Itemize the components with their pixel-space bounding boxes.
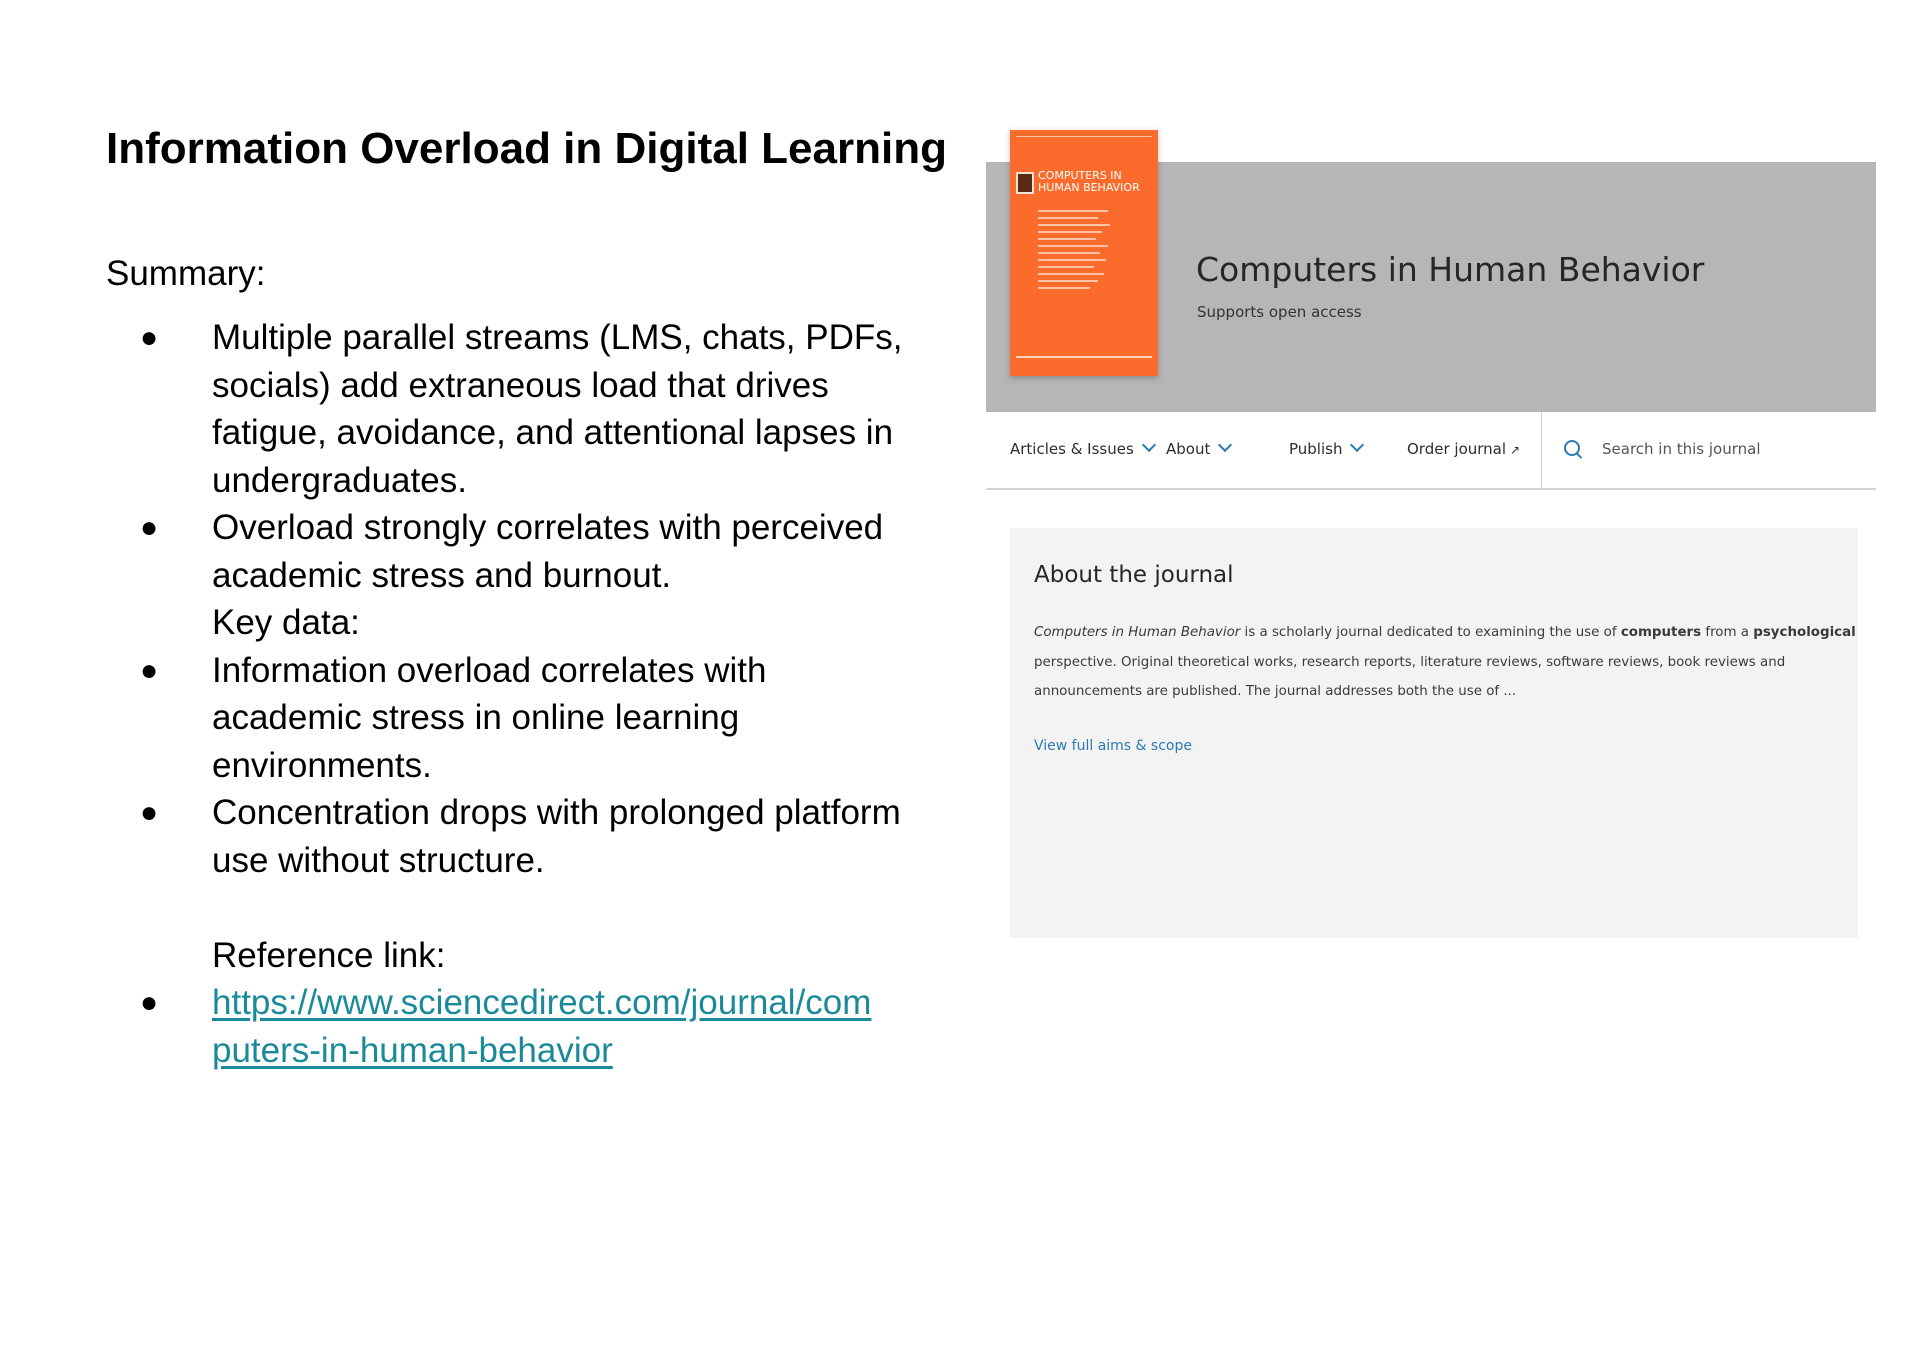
bullet-text-line: academic stress in online learning	[212, 698, 740, 737]
about-journal-panel	[1010, 528, 1858, 938]
about-description: Computers in Human Behavior is a scholarly journal dedicated to examining the use of computers from a psychological perspective. Original theoretical works, research reports, literature reviews, software reviews, book reviews and announcements are published. The journal addresses both the use of ...	[1034, 625, 1856, 699]
list-item	[106, 979, 926, 1027]
search-input[interactable]: Search in this journal	[1602, 440, 1761, 458]
key-data-label: Key data:	[212, 603, 360, 642]
chevron-down-icon	[1218, 438, 1232, 452]
cover-text-lines	[1038, 210, 1118, 294]
search-icon[interactable]	[1564, 440, 1580, 456]
nav-articles-issues[interactable]: Articles & Issues	[1010, 440, 1154, 458]
bullet-text-line: environments.	[212, 745, 432, 785]
bullet-icon: ●	[140, 511, 159, 544]
bullet-text-line: Information overload correlates with	[212, 650, 767, 690]
reference-link[interactable]: https://www.sciencedirect.com/journal/com	[212, 983, 872, 1022]
bullet-icon: ●	[140, 653, 159, 687]
list-item	[106, 789, 926, 837]
reference-link-continued[interactable]: puters-in-human-behavior	[212, 1030, 613, 1070]
journal-subtitle: Supports open access	[1197, 303, 1362, 321]
bullet-text-line: use without structure.	[212, 840, 545, 880]
reference-label: Reference link:	[212, 935, 446, 975]
chevron-down-icon	[1350, 438, 1364, 452]
bullet-icon: ●	[140, 321, 159, 354]
publisher-logo-icon	[1016, 172, 1034, 194]
nav-about[interactable]: About	[1166, 440, 1230, 458]
summary-label: Summary:	[106, 254, 266, 293]
journal-page-screenshot	[986, 128, 1876, 958]
journal-nav	[986, 412, 1876, 490]
cover-title: COMPUTERS IN HUMAN BEHAVIOR	[1038, 169, 1140, 194]
bullet-icon: ●	[140, 986, 159, 1019]
bullet-list	[106, 314, 926, 1074]
nav-divider	[1541, 412, 1542, 488]
nav-order-journal[interactable]: Order journal ↗	[1407, 440, 1521, 458]
bullet-text-line: Multiple parallel streams (LMS, chats, PDFs,	[212, 318, 903, 357]
bullet-text-line: Overload strongly correlates with perceived	[212, 508, 884, 547]
list-item	[106, 314, 926, 362]
list-item	[106, 647, 926, 695]
external-link-icon: ↗	[1510, 443, 1521, 457]
nav-publish[interactable]: Publish	[1289, 440, 1362, 458]
list-item	[106, 504, 926, 552]
bullet-text-line: Concentration drops with prolonged platform	[212, 793, 901, 832]
bullet-text-line: fatigue, avoidance, and attentional lapses in	[212, 413, 894, 452]
bullet-text-line: academic stress and burnout.	[212, 555, 672, 595]
bullet-text-line: socials) add extraneous load that drives	[212, 365, 829, 405]
bullet-icon: ●	[140, 796, 159, 829]
document-title: Information Overload in Digital Learning	[106, 124, 947, 173]
about-title: About the journal	[1034, 562, 1234, 588]
bullet-text-line: undergraduates.	[212, 460, 467, 500]
view-aims-scope-link[interactable]: View full aims & scope	[1034, 738, 1192, 754]
journal-title: Computers in Human Behavior	[1196, 250, 1705, 289]
journal-cover-image[interactable]	[1010, 130, 1158, 376]
chevron-down-icon	[1142, 438, 1156, 452]
